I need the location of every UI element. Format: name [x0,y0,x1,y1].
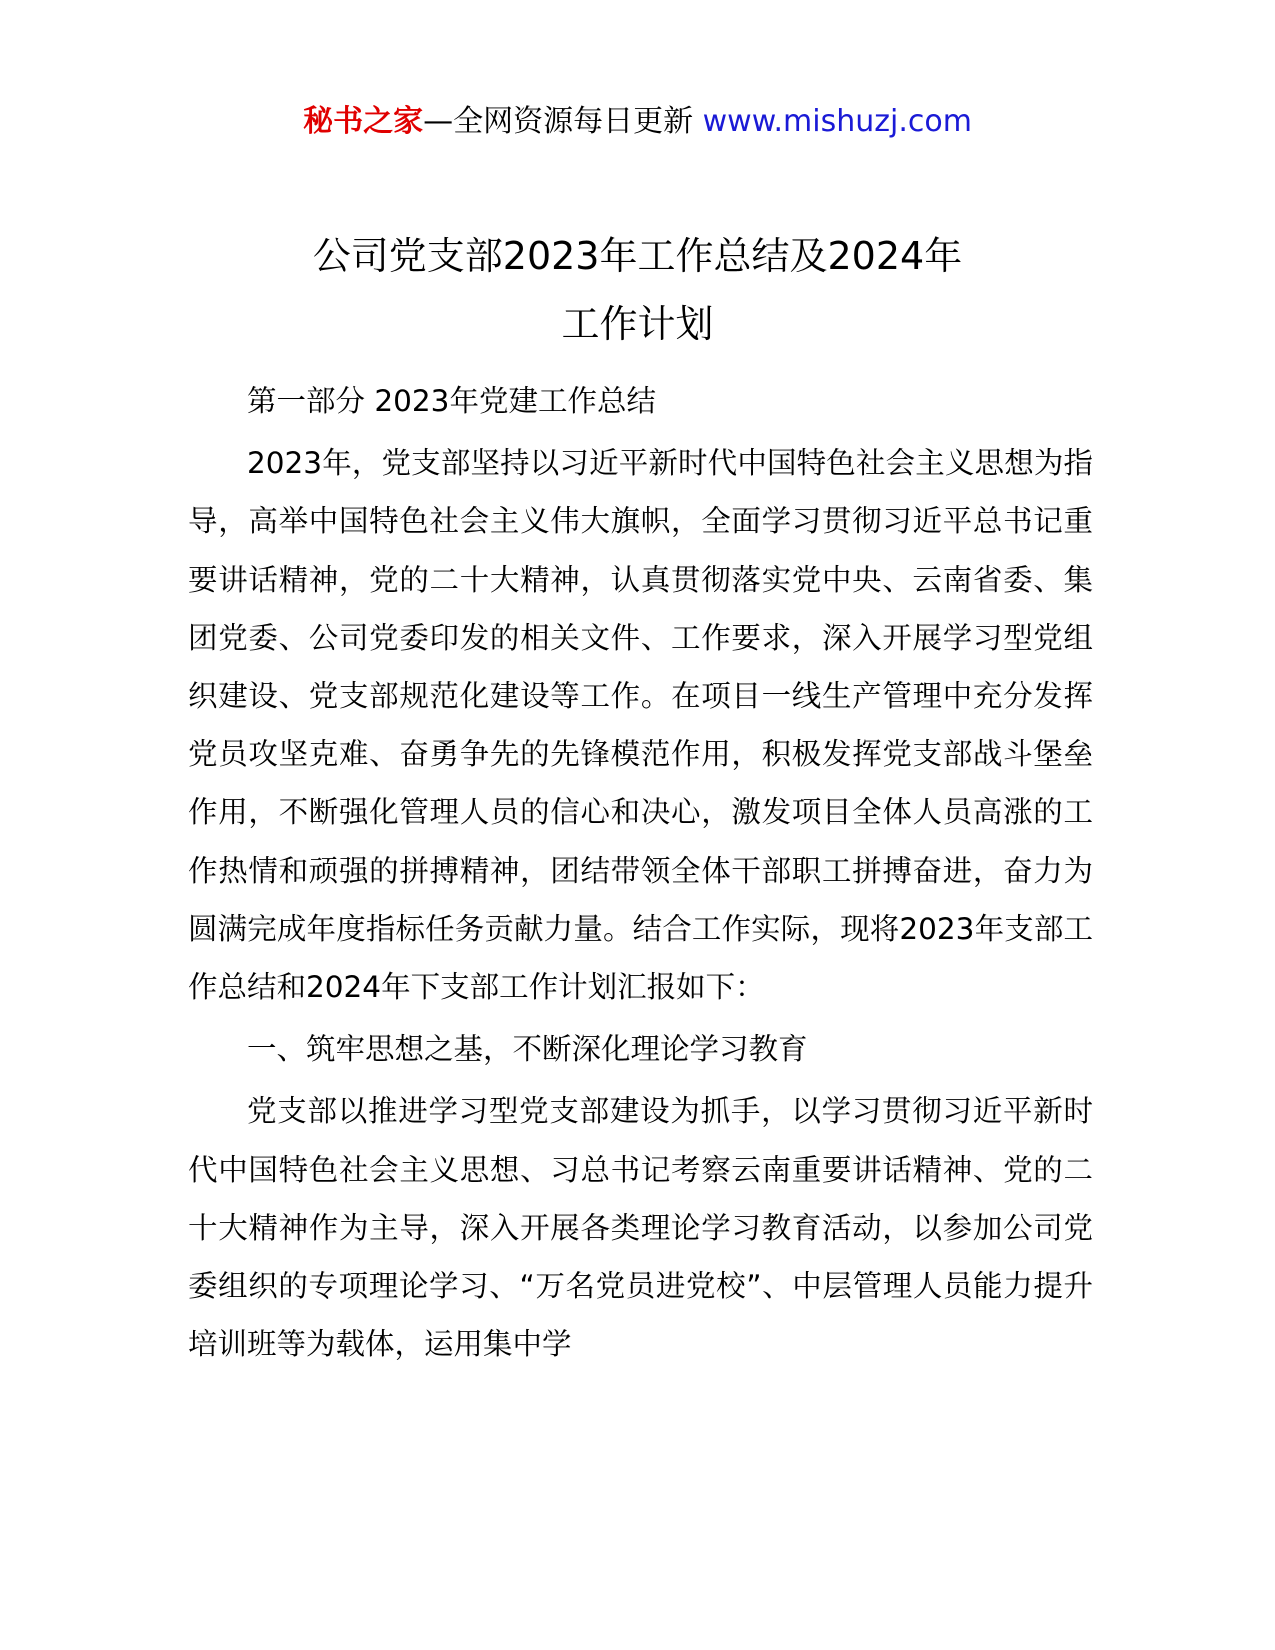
document-title-line-1: 公司党支部2023年工作总结及2024年 [312,234,963,278]
section-paragraph-1: 党支部以推进学习型党支部建设为抓手，以学习贯彻习近平新时代中国特色社会主义思想、习总书记考察云南重要讲话精神、党的二十大精神作为主导，深入开展各类理论学习教育活动，以参加公司党委组织的专项理论学习、“万名党员进党校”、中层管理人员能力提升培训班等为载体，运用集中学 [188,1094,1093,1362]
document-title-line-2: 工作计划 [561,302,714,346]
site-slogan: —全网资源每日更新 [423,104,703,139]
intro-paragraph: 2023年，党支部坚持以习近平新时代中国特色社会主义思想为指导，高举中国特色社会主义伟大旗帜，全面学习贯彻习近平总书记重要讲话精神，党的二十大精神，认真贯彻落实党中央、云南省委、集团党委、公司党委印发的相关文件、工作要求，深入开展学习型党组织建设、党支部规范化建设等工作。在项目一线生产管理中充分发挥党员攻坚克难、奋勇争先的先锋模范作用，积极发挥党支部战斗堡垒作用，不断强化管理人员的信心和决心，激发项目全体人员高涨的工作热情和顽强的拼搏精神，团结带领全体干部职工拼搏奋进，奋力为圆满完成年度指标任务贡献力量。结合工作实际，现将2023年支部工作总结和2024年下支部工作计划汇报如下： [188,446,1093,1005]
document-body [188,372,1093,1377]
part-heading: 第一部分 2023年党建工作总结 [247,384,656,418]
site-header [0,100,1275,144]
site-url-link[interactable]: www.mishuzj.com [702,104,972,139]
brand-name: 秘书之家 [303,104,424,139]
document-title [180,222,1095,358]
section-heading-1: 一、筑牢思想之基，不断深化理论学习教育 [247,1032,808,1067]
